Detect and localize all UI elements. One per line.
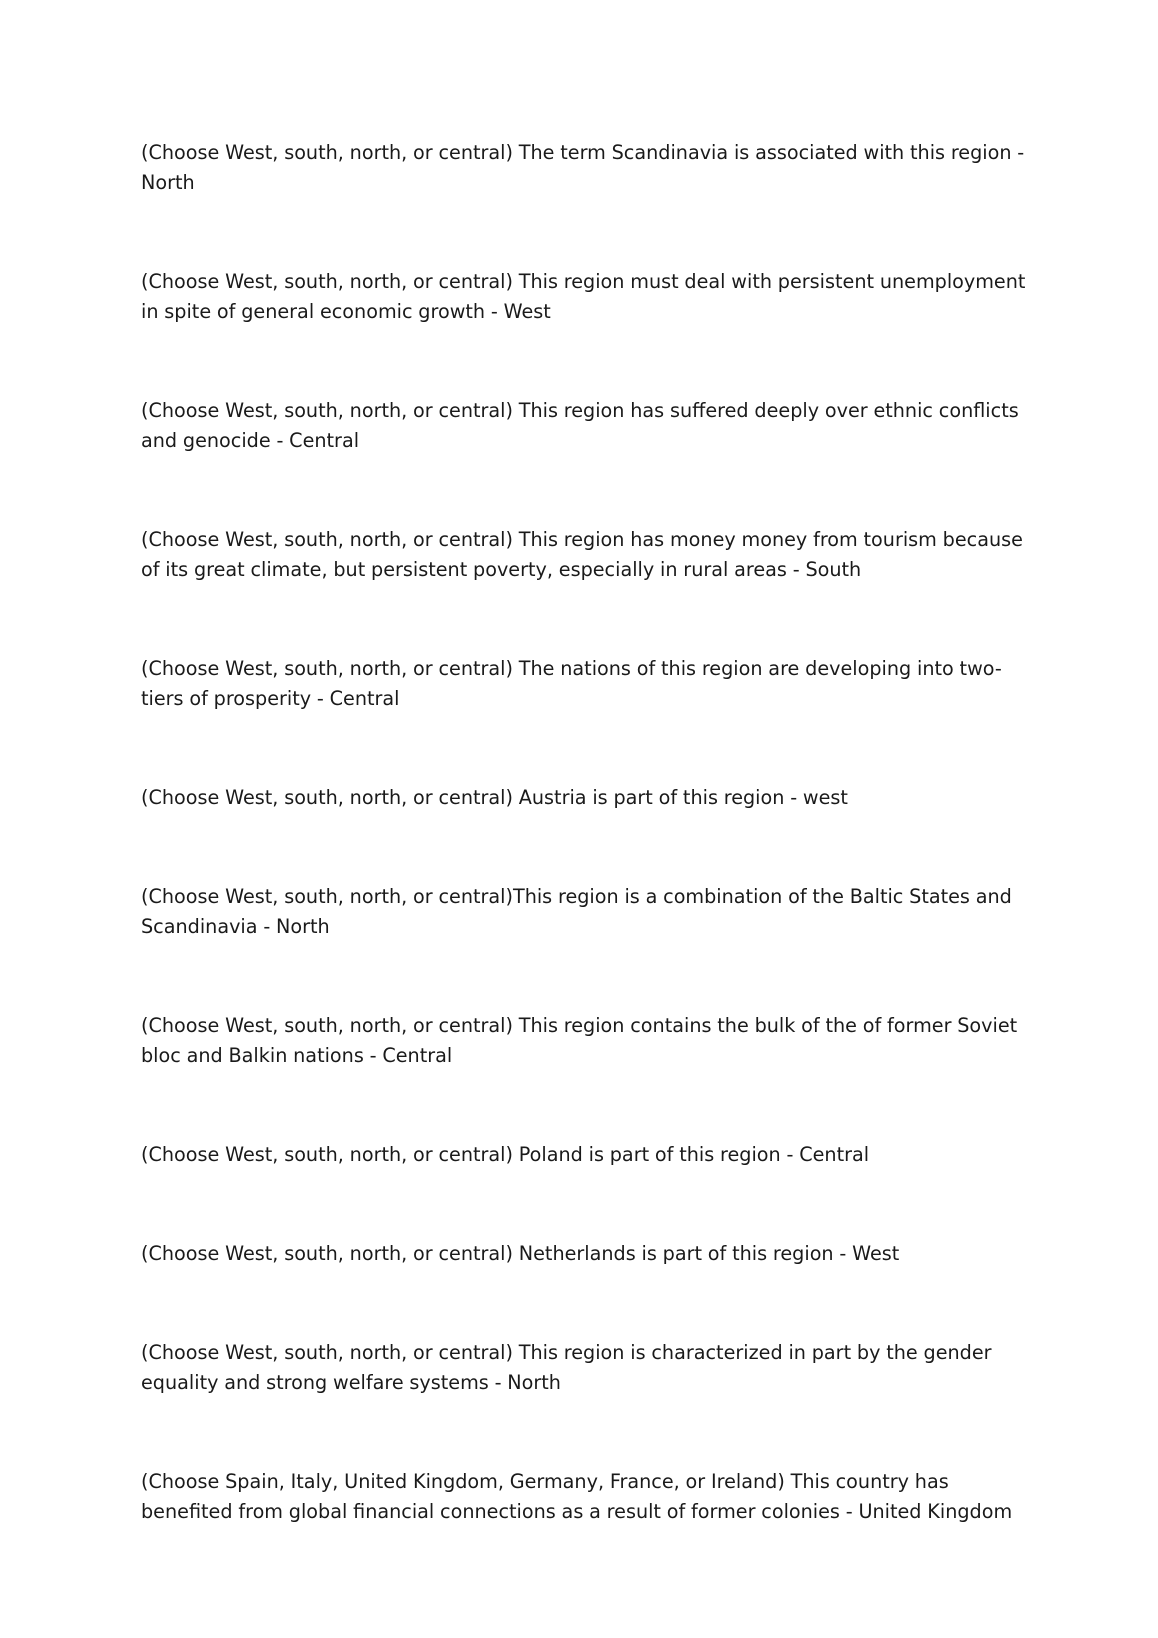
flashcard-item: (Choose West, south, north, or central) The nations of this region are developing into two-tiers of prosperity - Central	[141, 657, 1002, 710]
flashcard-item: (Choose West, south, north, or central) The term Scandinavia is associated with this region - North	[141, 141, 1025, 194]
flashcard-item: (Choose West, south, north, or central) Poland is part of this region - Central	[141, 1143, 870, 1166]
flashcard-item: (Choose West, south, north, or central) This region contains the bulk of the of former Soviet bloc and Balkin nations - Central	[141, 1014, 1018, 1067]
flashcard-item: (Choose West, south, north, or central) Austria is part of this region - west	[141, 786, 848, 809]
flashcard-item: (Choose West, south, north, or central) This region must deal with persistent unemployment in spite of general economic growth - West	[141, 270, 1026, 323]
flashcard-item: (Choose West, south, north, or central)This region is a combination of the Baltic States and Scandinavia - North	[141, 885, 1012, 938]
flashcard-item: (Choose West, south, north, or central) This region has suffered deeply over ethnic conflicts and genocide - Central	[141, 399, 1019, 452]
flashcard-item: (Choose West, south, north, or central) This region is characterized in part by the gender equality and strong welfare systems - North	[141, 1341, 992, 1394]
flashcard-list	[141, 138, 1033, 1596]
flashcard-item: (Choose West, south, north, or central) This region has money money from tourism because of its great climate, but persistent poverty, especially in rural areas - South	[141, 528, 1023, 581]
flashcard-item: (Choose Spain, Italy, United Kingdom, Germany, France, or Ireland) This country has benefited from global financial connections as a result of former colonies - United Kingdom	[141, 1470, 1013, 1523]
flashcard-item: (Choose West, south, north, or central) Netherlands is part of this region - West	[141, 1242, 900, 1265]
